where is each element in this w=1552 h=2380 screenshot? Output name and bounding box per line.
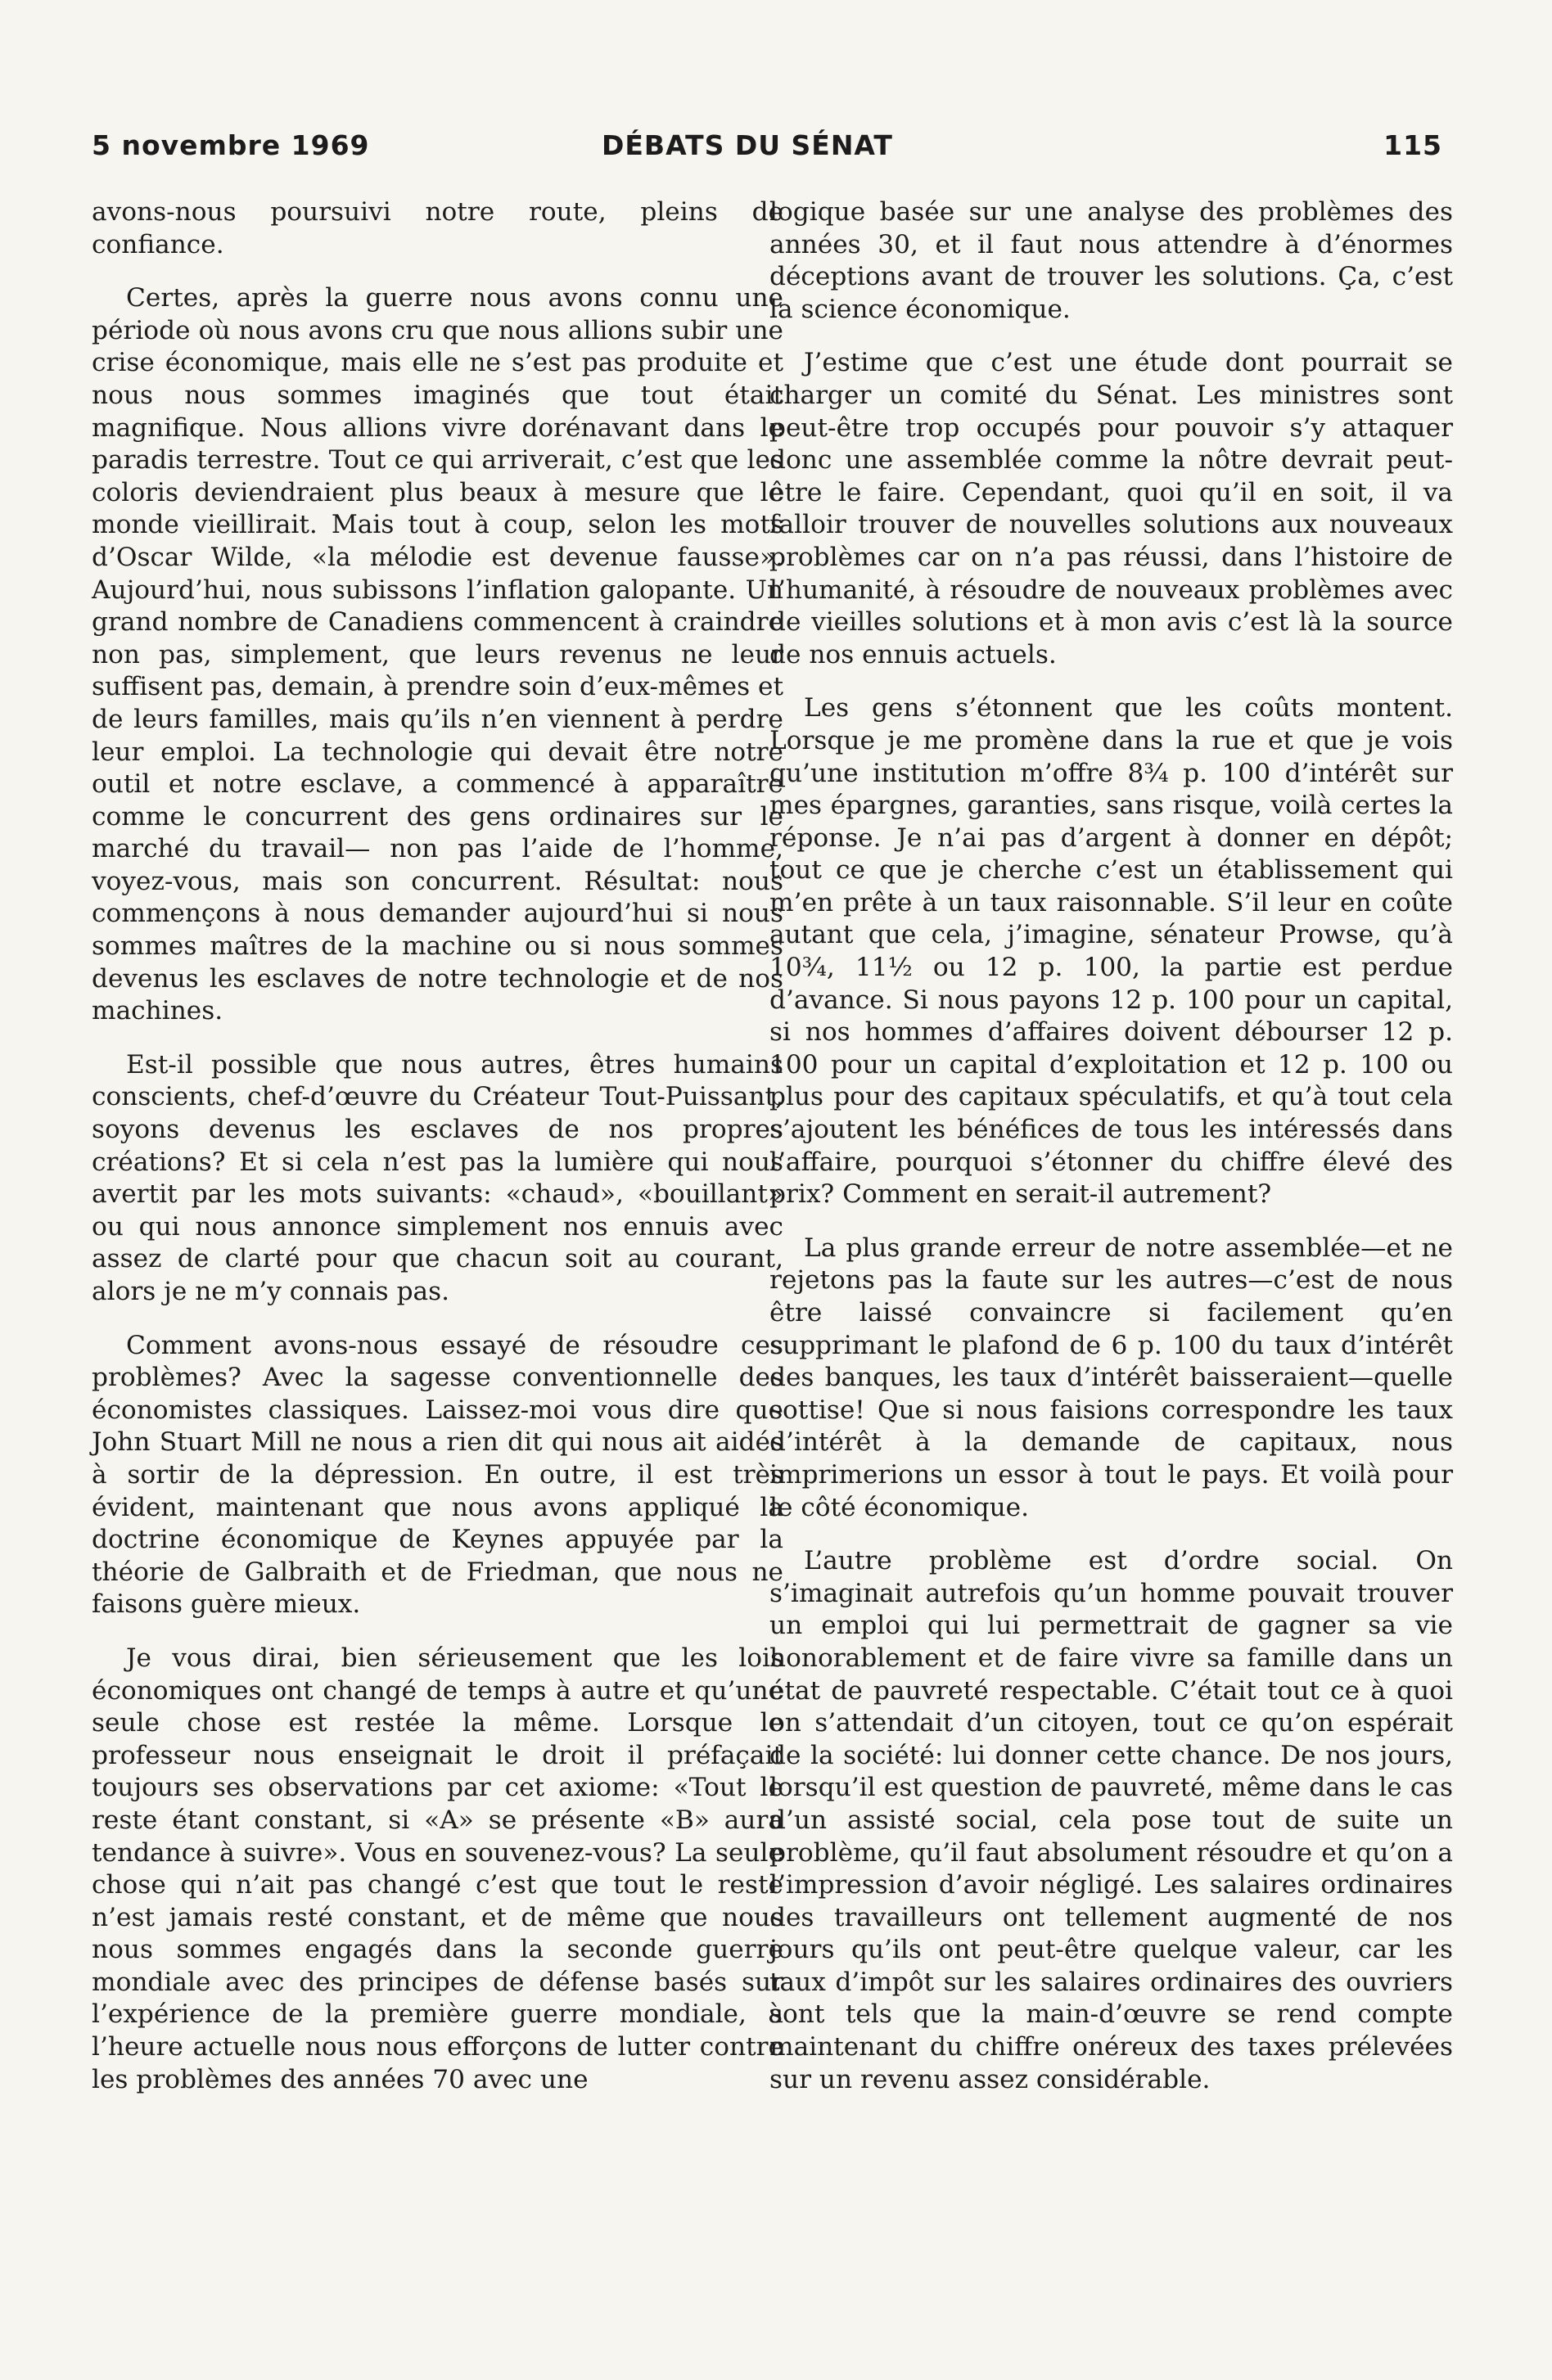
page-header (92, 129, 1442, 178)
left-column (92, 196, 783, 2117)
paragraph: avons-nous poursuivi notre route, pleins de confiance. (92, 197, 783, 259)
paragraph: Comment avons-nous essayé de résoudre ces problèmes? Avec la sagesse conventionnelle des économistes classiques. Laissez-moi vous dire que John Stuart Mill ne nous a rien dit qui nous ait aidés à sortir de la dépression. En outre, il est très évident, maintenant que nous avons appliqué la doctrine économique de Keynes appuyée par la théorie de Galbraith et de Friedman, que nous ne faisons guère mieux. (92, 1330, 783, 1620)
paragraph: Est-il possible que nous autres, êtres humains conscients, chef-d’œuvre du Créateur Tout-Puissant, soyons devenus les esclaves de nos propres créations? Et si cela n’est pas la lumière qui nous avertit par les mots suivants: «chaud», «bouillant» ou qui nous annonce simplement nos ennuis avec assez de clarté pour que chacun soit au courant, alors je ne m’y connais pas. (92, 1049, 783, 1306)
header-title: DÉBATS DU SÉNAT (602, 129, 893, 161)
paragraph: La plus grande erreur de notre assemblée—et ne rejetons pas la faute sur les autres—c’est de nous être laissé convaincre si facilement qu’en supprimant le plafond de 6 p. 100 du taux d’intérêt des banques, les taux d’intérêt baisseraient—quelle sottise! Que si nous faisions correspondre les taux d’intérêt à la demande de capitaux, nous imprimerions un essor à tout le pays. Et voilà pour le côté économique. (769, 1233, 1453, 1522)
paragraph: logique basée sur une analyse des problèmes des années 30, et il faut nous attendre à d’énormes déceptions avant de trouver les solutions. Ça, c’est la science économique. (769, 197, 1453, 324)
paragraph: L’autre problème est d’ordre social. On s’imaginait autrefois qu’un homme pouvait trouver un emploi qui lui permettrait de gagner sa vie honorablement et de faire vivre sa famille dans un état de pauvreté respectable. C’était tout ce à quoi on s’attendait d’un citoyen, tout ce qu’on espérait de la société: lui donner cette chance. De nos jours, lorsqu’il est question de pauvreté, même dans le cas d’un assisté social, cela pose tout de suite un problème, qu’il faut absolument résoudre et qu’on a l’impression d’avoir négligé. Les salaires ordinaires des travailleurs ont tellement augmenté de nos jours qu’ils ont peut-être quelque valeur, car les taux d’impôt sur les salaires ordinaires des ouvriers sont tels que la main-d’œuvre se rend compte maintenant du chiffre onéreux des taxes prélevées sur un revenu assez considérable. (769, 1546, 1453, 2094)
paragraph: Les gens s’étonnent que les coûts montent. Lorsque je me promène dans la rue et que je vois qu’une institution m’offre 8¾ p. 100 d’intérêt sur mes épargnes, garanties, sans risque, voilà certes la réponse. Je n’ai pas d’argent à donner en dépôt; tout ce que je cherche c’est un établissement qui m’en prête à un taux raisonnable. S’il leur en coûte autant que cela, j’imagine, sénateur Prowse, qu’à 10¾, 11½ ou 12 p. 100, la partie est perdue d’avance. Si nous payons 12 p. 100 pour un capital, si nos hommes d’affaires doivent débourser 12 p. 100 pour un capital d’exploitation et 12 p. 100 ou plus pour des capitaux spéculatifs, et qu’à tout cela s’ajoutent les bénéfices de tous les intéressés dans l’affaire, pourquoi s’étonner du chiffre élevé des prix? Comment en serait-il autrement? (769, 693, 1453, 1210)
header-date: 5 novembre 1969 (92, 129, 370, 161)
paragraph: J’estime que c’est une étude dont pourrait se charger un comité du Sénat. Les ministres sont peut-être trop occupés pour pouvoir s’y attaquer donc une assemblée comme la nôtre devrait peut-être le faire. Cependant, quoi qu’il en soit, il va falloir trouver de nouvelles solutions aux nouveaux problèmes car on n’a pas réussi, dans l’histoire de l’humanité, à résoudre de nouveaux problèmes avec de vieilles solutions et à mon avis c’est là la source de nos ennuis actuels. (769, 348, 1453, 669)
page-number: 115 (1383, 129, 1442, 161)
right-column (769, 196, 1453, 2117)
paragraph: Je vous dirai, bien sérieusement que les lois économiques ont changé de temps à autre et qu’une seule chose est restée la même. Lorsque le professeur nous enseignait le droit il préfaçait toujours ses observations par cet axiome: «Tout le reste étant constant, si «A» se présente «B» aura tendance à suivre». Vous en souvenez-vous? La seule chose qui n’ait pas changé c’est que tout le reste n’est jamais resté constant, et de même que nous nous sommes engagés dans la seconde guerre mondiale avec des principes de défense basés sur l’expérience de la première guerre mondiale, à l’heure actuelle nous nous efforçons de lutter contre les problèmes des années 70 avec une (92, 1643, 783, 2094)
paragraph: Certes, après la guerre nous avons connu une période où nous avons cru que nous allions subir une crise économique, mais elle ne s’est pas produite et nous nous sommes imaginés que tout était magnifique. Nous allions vivre dorénavant dans le paradis terrestre. Tout ce qui arriverait, c’est que les coloris deviendraient plus beaux à mesure que le monde vieillirait. Mais tout à coup, selon les mots d’Oscar Wilde, «la mélodie est devenue fausse». Aujourd’hui, nous subissons l’inflation galopante. Un grand nombre de Canadiens commencent à craindre non pas, simplement, que leurs revenus ne leur suffisent pas, demain, à prendre soin d’eux-mêmes et de leurs familles, mais qu’ils n’en viennent à perdre leur emploi. La technologie qui devait être notre outil et notre esclave, a commencé à apparaître comme le concurrent des gens ordinaires sur le marché du travail— non pas l’aide de l’homme, voyez-vous, mais son concurrent. Résultat: nous commençons à nous demander aujourd’hui si nous sommes maîtres de la machine ou si nous sommes devenus les esclaves de notre technologie et de nos machines. (92, 283, 783, 1026)
